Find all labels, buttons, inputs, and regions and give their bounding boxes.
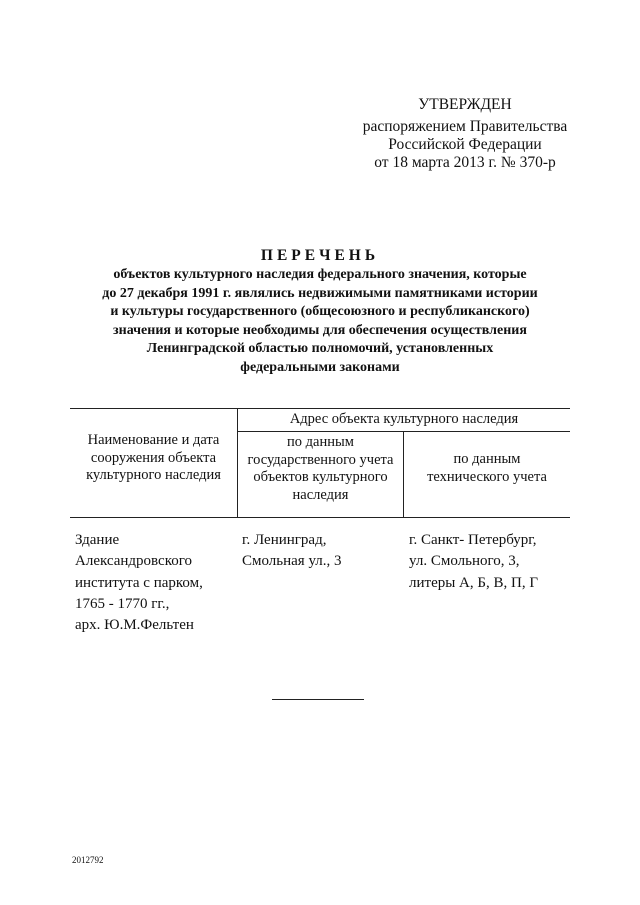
header-line: наследия <box>292 486 349 503</box>
table-rule-top <box>70 408 570 409</box>
cell-line: г. Санкт- Петербург, <box>409 532 537 548</box>
approval-line: от 18 марта 2013 г. № 370-р <box>374 154 556 171</box>
document-title: ПЕРЕЧЕНЬ <box>260 247 380 264</box>
header-line: технического учета <box>427 468 547 485</box>
header-line: государственного учета <box>247 451 394 468</box>
subtitle-line: федеральными законами <box>240 359 400 375</box>
header-state-record-column <box>238 434 403 504</box>
cell-line: Здание <box>75 532 120 548</box>
cell-line: литеры А, Б, В, П, Г <box>409 574 539 591</box>
document-subtitle <box>70 266 570 378</box>
subtitle-line: Ленинградской областью полномочий, установленных <box>146 341 494 357</box>
header-line: объектов культурного <box>253 469 388 485</box>
table-rule-bottom <box>70 517 570 518</box>
row-state-address-cell <box>242 530 342 573</box>
subtitle-line: и культуры государственного (общесоюзного и республиканского) <box>110 304 530 320</box>
approval-line: распоряжением Правительства <box>362 118 568 135</box>
approval-line: Российской Федерации <box>388 136 542 153</box>
approval-heading: УТВЕРЖДЕН <box>418 96 512 113</box>
header-technical-record-column <box>404 451 570 486</box>
subtitle-line: до 27 декабря 1991 г. являлись недвижимыми памятниками истории <box>102 285 538 301</box>
header-line: по данным <box>287 434 354 450</box>
cell-line: института с парком, <box>75 574 203 591</box>
header-name-column <box>70 432 237 485</box>
cell-line: ул. Смольного, 3, <box>409 553 520 570</box>
header-line: культурного наследия <box>86 467 221 483</box>
approval-block <box>340 96 590 172</box>
row-name-cell <box>75 530 203 636</box>
cell-line: г. Ленинград, <box>242 532 327 548</box>
header-line: сооружения объекта <box>90 449 217 466</box>
row-technical-address-cell <box>409 530 538 594</box>
cell-line: Смольная ул., 3 <box>242 553 342 570</box>
subtitle-line: значения и которые необходимы для обеспечения осуществления <box>113 322 527 338</box>
cell-line: арх. Ю.М.Фельтен <box>75 617 194 634</box>
table-header <box>70 408 570 518</box>
subtitle-line: объектов культурного наследия федерального значения, которые <box>113 267 527 282</box>
cell-line: Александровского <box>75 553 193 570</box>
cell-line: 1765 - 1770 гг., <box>75 595 170 612</box>
document-number: 2012792 <box>72 855 104 865</box>
header-line: по данным <box>453 451 521 467</box>
header-address-group: Адрес объекта культурного наследия <box>289 411 519 427</box>
end-of-document-line <box>272 699 364 700</box>
header-line: Наименование и дата <box>87 432 220 448</box>
